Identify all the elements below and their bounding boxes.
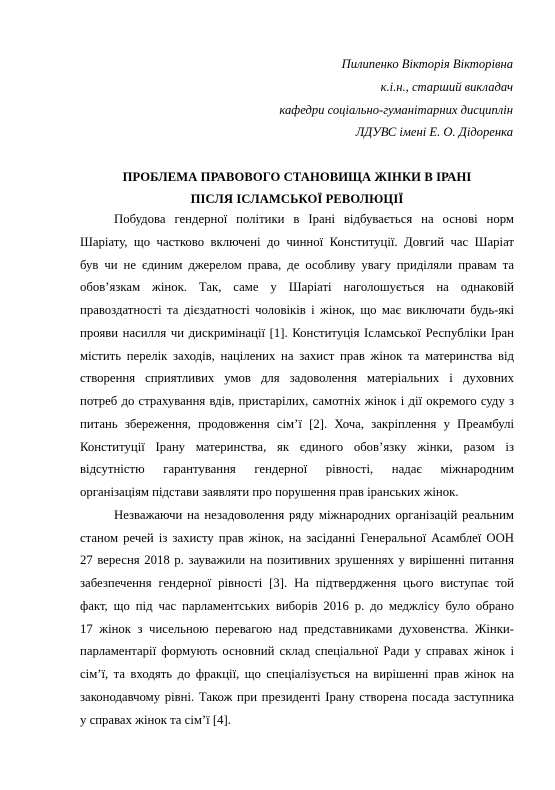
paragraph-line: був чи не єдиним джерелом права, де особливу увагу приділяли правам та <box>80 257 514 272</box>
paragraph-line: прояви насилля чи дискримінації [1]. Конституція Ісламської Республіки Іран <box>80 325 514 340</box>
paper-title <box>80 166 514 210</box>
paragraph-line: Конституції Ірану материнства, як єдиного обов’язку жінки, разом із <box>80 439 514 454</box>
paragraph-line: у справах жінок та сім’ї [4]. <box>80 712 231 727</box>
paragraph-line: Шаріату, що частково включені до чинної Конституції. Довгий час Шаріат <box>80 234 514 249</box>
title-line-1: ПРОБЛЕМА ПРАВОВОГО СТАНОВИЩА ЖІНКИ В ІРАНІ <box>122 170 472 184</box>
paragraph-line: правоздатності та дієздатності чоловіків і жінок, що має виключати будь-які <box>80 303 514 317</box>
paragraph-line: станом речей із захисту прав жінок, на засіданні Генеральної Асамблеї ООН <box>80 530 514 545</box>
body-text <box>80 208 514 731</box>
paragraph-line: Побудова гендерної політики в Ірані відбувається на основі норм <box>114 212 514 226</box>
author-name: Пилипенко Вікторія Вікторівна <box>341 57 513 71</box>
paragraph-line: організаціям підстави заявляти про порушення прав іранських жінок. <box>80 485 459 499</box>
paragraph-line: парламентарії формують основний склад спеціальної Ради у справах жінок і <box>80 644 514 659</box>
paragraph-line: питань збереження, продовження сім’ї [2]. Хоча, закріплення у Преамбулі <box>80 416 514 431</box>
paragraph-line: 17 жінок з чисельною перевагою над представниками духовенства. Жінки- <box>80 621 514 636</box>
author-institution: ЛДУВС імені Е. О. Дідоренка <box>355 125 513 140</box>
paragraph-line: сім’ї, та входять до фракції, що спеціалізується на вирішенні прав жінок на <box>80 667 514 681</box>
paragraph-line: потреб до страхування вдів, пристарілих, самотніх жінок і дії окремого суду з <box>80 394 514 408</box>
paragraph-line: обов’язкам жінок. Так, саме у Шаріаті наголошується на однаковій <box>80 280 514 295</box>
paragraph-line: законодавчому рівні. Також при президенті Ірану створена посада заступника <box>80 689 514 704</box>
paragraph-line: Незважаючи на незадоволення ряду міжнародних організацій реальним <box>114 507 514 522</box>
paragraph-line: містить перелік заходів, націлених на захист прав жінок та материнства від <box>80 348 514 363</box>
author-block <box>279 53 513 144</box>
paragraph-line: факт, що під час парламентських виборів 2016 р. до меджлісу було обрано <box>80 598 514 613</box>
paragraph-line: забезпечення гендерної рівності [3]. На підтвердження цього виступає той <box>80 576 514 590</box>
paragraph-line: створення сприятливих умов для задоволення матеріальних і духовних <box>80 371 514 386</box>
paragraph-line: 27 вересня 2018 р. зауважили на позитивних зрушеннях у вирішенні питання <box>80 553 514 568</box>
paragraph-2 <box>80 504 514 732</box>
paragraph-line: відсутністю гарантування гендерної рівності, надає міжнародним <box>80 462 514 477</box>
title-line-2: ПІСЛЯ ІСЛАМСЬКОЇ РЕВОЛЮЦІЇ <box>190 192 404 207</box>
paragraph-1 <box>80 208 514 504</box>
author-department: кафедри соціально-гуманітарних дисциплін <box>279 102 513 117</box>
author-degree: к.і.н., старший викладач <box>380 79 513 94</box>
